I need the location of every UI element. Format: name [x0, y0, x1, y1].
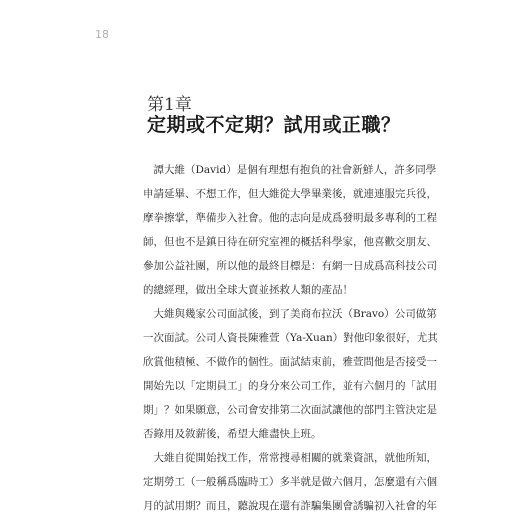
page-number: 18: [95, 28, 109, 41]
text-line: 摩拳擦掌，準備步入社會。他的志向是成爲發明最多專利的工程: [143, 212, 437, 224]
text-line: 期」？如果願意，公司會安排第二次面試讓他的部門主管決定是: [143, 404, 437, 416]
text-line: 譚大維（David）是個有理想有抱負的社會新鮮人，許多同學: [143, 164, 437, 176]
text-line: 否錄用及敘薪後，希望大維盡快上班。: [143, 428, 322, 440]
text-line: 參加公益社團，所以他的最終目標是：有網一日成爲高科技公司: [143, 260, 437, 272]
text-line: 一次面試。公司人資長陳雅萱（Ya-Xuan）對他印象很好，尤其: [143, 332, 438, 344]
text-line: 師，但也不是鎮日待在研究室裡的概括科學家，他喜歡交朋友、: [143, 236, 437, 248]
text-line: 大維與幾家公司面試後，到了美商布拉沃（Bravo）公司做第: [143, 308, 437, 320]
text-line: 開始先以「定期員工」的身分來公司工作，並有六個月的「試用: [143, 380, 437, 392]
chapter-label: 第1章: [147, 95, 192, 115]
text-line: 定期勞工（一般稱爲臨時工）多半就是做六個月，怎麼還有六個: [143, 476, 437, 488]
text-line: 月的試用期？而且，聽說現在還有詐騙集團會誘騙初入社會的年: [143, 500, 437, 512]
body-text: [143, 158, 438, 518]
chapter-title: 定期或不定期？試用或正職？: [147, 114, 401, 136]
text-line: 大維自從開始找工作，常常搜尋相關的就業資訊，就他所知，: [143, 452, 437, 464]
text-line: 欣賞他積極、不做作的個性。面試結束前，雅萱問他是否接受一: [143, 356, 437, 368]
text-line: 的總經理，做出全球大賣並拯救人類的產品！: [143, 284, 353, 296]
text-line: 申請延畢、不想工作，但大維從大學畢業後，就連連服完兵役，: [143, 188, 437, 200]
